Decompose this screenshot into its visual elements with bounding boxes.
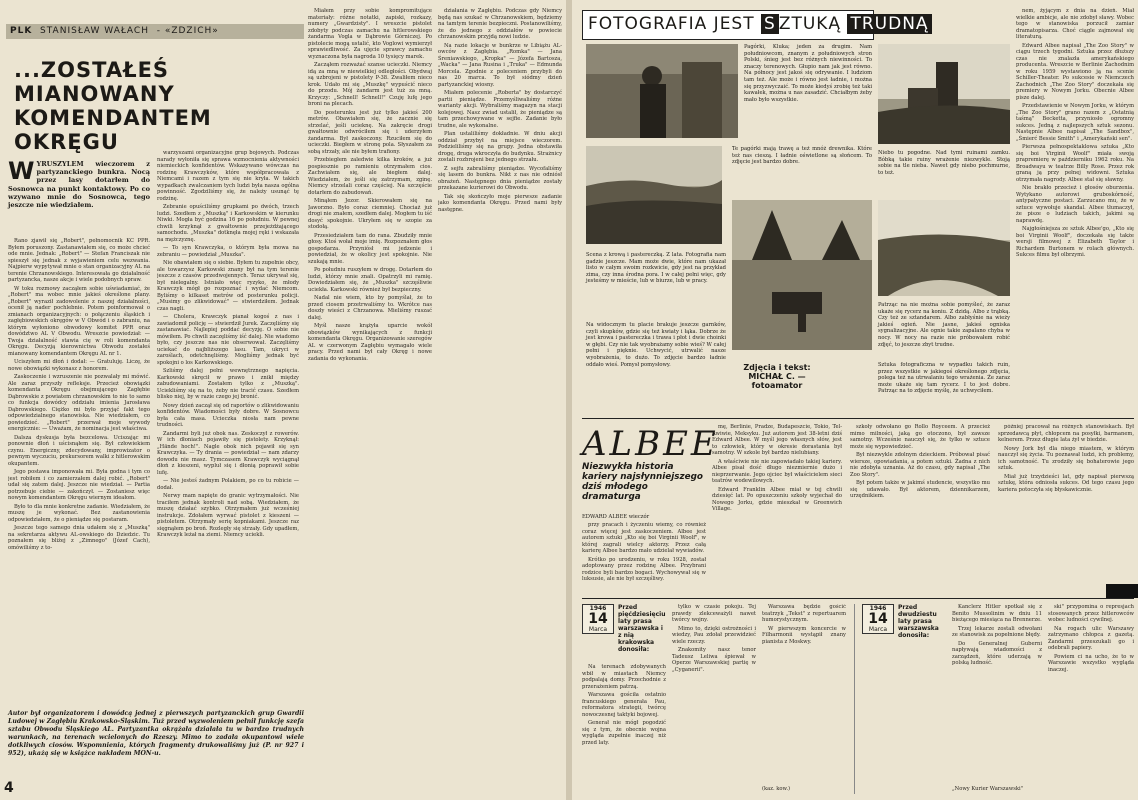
date-month: Marca bbox=[868, 626, 888, 633]
paragraph: Do posterunku jest już tylko jakieś 200 metrów. Obawiałem się, że zacznie się strzelać, jeśli ucieknę. Na zakręcie drogi gwałtownie odwróciłem się i uderzyłem żandarma. Był zaskoczony. Rzuciłem się do ucieczki. Biegłem w stronę pola. Słyszałem za sobą strzały, ale nie byłem trafiony. bbox=[308, 109, 432, 155]
caption-text: Niebo tu pogodne. Nad tymi ruinami zamku. Bóbką takie ruiny wrażenie niezwykle. Stoją sobie na tle nieba. Nawet gdy niebo pochmurne, to też. bbox=[878, 150, 1010, 176]
divider bbox=[582, 598, 1134, 599]
photo-river bbox=[878, 200, 1010, 296]
section-title bbox=[588, 14, 932, 34]
date-year: 1946 bbox=[589, 605, 607, 612]
paragraph: Przesiedziałem tam do rana. Zbudziły mnie głosy. Ktoś wołał moje imię. Rozpoznałem głos gospodarza. Przyniósł mi jedzenie i powiedział, że w okolicy jest spokojnie. Nie szukają mnie. bbox=[308, 232, 432, 265]
paragraph: Dalsza dyskusja była bezcelowa. Uciszając mi ponownie dłoń i uścisnąłem się. Był człowiekiem czynu. Energiczny, zdecydowany, improwizator o pewnym wyczuciu, prekursorem walki z hitlerowskim okupantem. bbox=[8, 434, 150, 467]
paragraph: Był niezwykle zdolnym dzieckiem. Próbował pisać wiersze, opowiadania, a potem sztuki. Żadna z nich nie zdobyła uznania. Aż do czasu, gdy napisał „The Zoo Story". bbox=[850, 452, 990, 478]
paragraph: Rano zjawił się „Robert", pełnomocnik KC PPR. Byłem poruszony. Zastanawiałem się, co może chcieć ode mnie. Jednak: „Robert" — Stefan Franciszak nie spieszył się jednak z wyjawieniem celu wezwania. Najpierw wypytywał mnie o stan organizacyjny AL na terenie Chrzanowskiego. Interesowała go działalność partyzancka, nasze akcje i wiele podobnych spraw. bbox=[8, 238, 150, 283]
przed-left-col-3 bbox=[762, 604, 846, 786]
paragraph: Powiem ci na ucho, że to w Warszawie wszystko wygląda inaczej. bbox=[1048, 653, 1134, 673]
paragraph: W toku rozmowy zacząłem sobie uświadamiać, że „Robert" ma wobec mnie jakieś określone plany. „Robert" wyraził zadowolenie z naszej działalności, ocenił ją nader pochlebnie. Potem poinformował o zmianach organizacyjnych: o połączeniu śląskich i zagłębiowskich okręgów w V Obwód i o zabraniu, na którym wyłoniono obwodowy komitet PPR oraz dowództwo AL V Obwodu. Wreszcie powiedział: — Twoja działalność stawia cię w roli komendanta Okręgu. Decyzją kierownictwa Obwodu zostałeś mianowany komendantem Okręgu AL nr 1. bbox=[8, 285, 150, 357]
date-month: Marca bbox=[588, 626, 608, 633]
paragraph: Uciszyłem mi dłoń i dodał: — Gratuluję. Liczę, że nowe obowiązki wykonasz z honorem. bbox=[8, 359, 150, 372]
drop-cap: W bbox=[8, 157, 35, 185]
paragraph: Plan ustaliliśmy dokładnie. W dniu akcji oddział przybył na miejsce wieczorem. Podzieliliśmy się na grupy. Jedna obstawiła drogę, druga wkroczyła do budynku. Strażnicy zostali rozbrojeni bez jednego strzału. bbox=[438, 131, 562, 163]
albee-right-column bbox=[1016, 8, 1134, 416]
article-lead bbox=[8, 157, 150, 210]
paragraph: Po południu ruszyłem w drogę. Dotarłem do ludzi, którzy mnie znali. Opatrzyli mi ramię. Dowiedziałem się, że „Muszka" szczęśliwie uciekła. Karkowski również był bezpieczny. bbox=[308, 267, 432, 293]
kicker-prefix: PLK bbox=[10, 26, 33, 36]
przed-source: „Nowy Kurier Warszawski" bbox=[952, 786, 1024, 792]
paragraph: Warszawa będzie gościć teatrzyk „Tekst" z repertuarem humorystycznym. bbox=[762, 604, 846, 623]
paragraph: Trzej lekarze zostali odwołani ze stanowisk za popełnione błędy. bbox=[952, 625, 1042, 638]
paragraph: Nadal nie wiem, kto by pomyślał, że to przed ciosem przetrwaliśmy to. Wkrótce nas doszły wieści z Chrzanowa. Mieliśmy ruszać dalej. bbox=[308, 295, 432, 321]
date-box-right bbox=[862, 604, 894, 634]
paragraph: Edward Franklin Albee miał w tej chwili dziesięć lat. Po opuszczeniu szkoły wyjechał do Nowego Jorku, gdzie mieszkał w Greenwich Village. bbox=[712, 486, 842, 512]
przed-right-col-2 bbox=[1048, 604, 1134, 790]
paragraph: tylko w czasie pokoju. Tej prawdy zlekceważyli nawet twórcy wojny. bbox=[672, 604, 756, 623]
paragraph: mę, Berlinie, Pradze, Budapeszcie, Tokio, Tel-Awiwie, Meksyku. Już autorem jest 38-letni dziś Edward Albee. W myśl jego własnych słów, jest to człowiek, który w okresie dorastania był samotny. W szkole był bardzo nielubiany. bbox=[712, 424, 842, 456]
paragraph: Do Generalnej Guberni napływają wiadomości z zarządzeń, które uderzają w polską ludność. bbox=[952, 640, 1042, 666]
caption-pagorki-2 bbox=[732, 146, 872, 166]
paragraph: Z sejfu zabraliśmy pieniądze. Wycofaliśmy się lasem do bunkra. Nikt z nas nie odniósł obrażeń. Następnego dnia pieniądze zostały przekazane kurierowi do Obwodu. bbox=[438, 165, 562, 191]
paragraph: Szliśmy dalej pełni wewnętrznego napięcia. Karkowski skręcił w prawo i znikł między zabudowaniami. Zostałem tylko z „Muszką". Uciekliśmy się na to, żeby nie tracić czasu. Szedłem blisko niej, by w razie czego jej bronić. bbox=[157, 368, 299, 400]
paragraph: Był potem także w jakimś studencie, wszystko mu się udawało. Był aktorem, dziennikarzem, urzędnikiem. bbox=[850, 480, 990, 499]
paragraph: później pracował na różnych stanowiskach. Był sprzedawcą płyt, chłopcem na posyłki, barmanem, kelnerem. Przez długie lata żył w biedzie. bbox=[998, 424, 1134, 443]
caption-text: Te pagórki mają trawę a też mnóż drewnika. Które też nas cieszą. I ładnie oświetlone są słońcem. To zdjęcie jest bardzo dobre. bbox=[732, 146, 872, 166]
paragraph: Nerwy mam napięte do granic wytrzymałości. Nie traciłem jednak kontroli nad sobą. Wiedziałem, że muszę działać szybko. Otrzymałem już wcześniej instrukcje. Zdołałem wyrwać pistolet z kieszeni — pistoletem. Otrzymały serię kopniakami. Jeszcze raz sięgnąłem po broń. Rozległy się strzały. Gdy upadłem, Krawczyk leżał na ziemi. Niemcy uciekli. bbox=[157, 493, 299, 538]
paragraph: Edward Albee napisał „The Zoo Story" w ciągu trzech tygodni. Sztuka przez dłuższy czas nie znalazła amerykańskiego producenta. Wreszcie w Berlinie Zachodnim w roku 1959 wystawiono ją na scenie Schiller-Theater. Po sukcesie w Niemczech Zachodnich „The Zoo Story" doczekała się premiery w Nowym Jorku. Obecnie Albee pisze dalej. bbox=[1016, 42, 1134, 101]
przed-left-col-1 bbox=[582, 664, 666, 794]
paragraph: Tak się skończyło moje pierwsze zadanie jako komendanta Okręgu. Przed nami były następne. bbox=[438, 193, 562, 213]
paragraph: Nowy dzień zaczął się od raportów o zlikwidowaniu konfidentów. Wiadomości były dobre. W Sosnowcu była cała masa. Ucieczka niosła nam pewne trudności. bbox=[157, 402, 299, 428]
caption-ruins bbox=[878, 150, 1010, 176]
paragraph: przy pracach i życzeniu wiemy, co również coraz więcej jest zaskoczeniem. Albee jest autorem sztuki „Kto się boi Virginii Woolf", w której zagrali wielcy aktorzy. Przez całą karierę Albee bardzo mało udzielał wywiadów. bbox=[582, 522, 706, 554]
paragraph: Nowy Jork był dla niego miastem, w którym nauczył się życia. Tu poznawał ludzi, ich problemy, ich samotność. Tu zrodziły się bohaterowie jego sztuk. bbox=[998, 445, 1134, 471]
decorative-bar bbox=[1106, 584, 1138, 598]
column-1 bbox=[8, 238, 150, 706]
column-3 bbox=[308, 8, 432, 790]
paragraph: Krótko po urodzeniu, w roku 1928, został adoptowany przez rodzinę Albee. Przybrani rodzice byli bardzo bogaci. Wychowywał się w luksusie, ale nie był szczęśliwy. bbox=[582, 556, 706, 582]
caption-pagorki bbox=[744, 44, 872, 103]
title-part: ZTUKĄ bbox=[778, 14, 848, 34]
photo-cow-scene bbox=[732, 200, 872, 350]
paragraph: warzyszami organizacyjne grup bojowych. Podczas narady wyłoniła się sprawa wzmocnienia aktywności niemieckich konfidentów. Wskazywano wówczas na rodzinę Krawczyków, które współpracowała z Niemcami i razem z tym się nie kryła. W takich wypadkach zwalczaniem tych ludzi była nasza ogólna powinność. Zgodziliśmy się, że należy usunąć tę rodzinę. bbox=[157, 150, 299, 202]
caption-text: Sztuka fotograficzna w wypadku takich ruin, przez wszystkie w jakiegoś określonego zdjęcia, polega też na utrwalaniu tego wrażenia. Że zaraz może ukaże się tam rycerz. I to jest dobre. Patrząc na to zdjęcie myślę, że uchwyciłem. bbox=[878, 362, 1010, 395]
paragraph: W pierwszym koncercie w Filharmonii wystąpił znany pianista z Moskwy. bbox=[762, 625, 846, 645]
albee-col-3 bbox=[850, 424, 990, 594]
paragraph: Kanclerz Hitler spotkał się z Benito Mussolinim w dniu 11 bieżącego miesiąca na Brennerze. bbox=[952, 604, 1042, 623]
paragraph: działania w Zagłębiu. Podczas gdy Niemcy będą nas szukać w Chrzanowskiem, będziemy na tamtym terenie bezpieczni. Postanowiliśmy, że do jednego z oddziałów w powiecie chrzanowskim przyjdą nowi ludzie. bbox=[438, 8, 562, 40]
paragraph: Na rogach ulic Warszawy zatrzymano chłopca z gazetą. Żandarmi przeszukali go i odebrali papiery. bbox=[1048, 625, 1134, 651]
credit-label: Zdjęcia i tekst: bbox=[743, 363, 811, 372]
page-number: 4 bbox=[4, 780, 14, 796]
caption-text: Scena z krową i pastereczką. Z lata. Fotografia nam gadzie jeszcze. Mam może dwie, które nam ukazał listo w całym swoim rozkwicie, gdy jest na przykład zima, czy inna środna pora. I w całej pełni więc, gdy jesteśmy w mieście, lub w biurze, lub w pracy. bbox=[586, 252, 726, 285]
right-page bbox=[572, 0, 1138, 800]
kicker-author: STANISŁAW WAŁACH bbox=[40, 26, 149, 36]
paragraph: Minąłem Jezor. Skierowałem się na Jaworzno. Było coraz ciemniej. Chociaż już drogi nie znałem, szedłem dalej. Mogłem tu iść dosyć spokojnie. Ukryłem się w szopie za stodołą. bbox=[308, 198, 432, 230]
przed-signature: (kaz. kow.) bbox=[762, 786, 791, 792]
photo-ruins bbox=[878, 44, 1010, 144]
paragraph: Przebiegłem zaledwie kilka kroków, a już pospiesznie po ramieniu otrzymałem cios. Zachwiałem się, ale biegłem dalej. Wiedziałem, że jeśli się zatrzymam, zginę. Niemcy strzelali coraz częściej. Na szczęście dotarłem do zabudowań. bbox=[308, 157, 432, 196]
paragraph: Na terenach zdobywanych wbił w miastach Niemcy podpalają domy. Przechodnie z przerażeniem patrzą. bbox=[582, 664, 666, 690]
title-accent: S bbox=[761, 14, 779, 34]
paragraph: — Nie jesteś żadnym Polakiem, po co tu robicie — dodał. bbox=[157, 478, 299, 491]
paragraph: Najgłośniejsza ze sztuk Albee'go, „Kto się boi Virginii Woolf", doczekała się także wersji filmowej z Elizabeth Taylor i Richardem Burtonem w rolach głównych. Sukces filmu był olbrzymi. bbox=[1016, 226, 1134, 258]
author-footnote: Autor był organizatorem i dowódcą jednej z pierwszych partyzanckich grup Gwardii Ludowej w Zagłębiu Krakowsko-Śląskim. Tuż przed wyzwoleniem pełnił funkcję szefa sztabu Obwodu Śląskiego AL. Partyzantka okrążała działała tu w bardzo trudnych warunkach, na terenach wcielonych do Rzeszy. Mimo to zadała okupantowi wiele dotkliwych ciosów. Wspomnienia, których fragmenty drukowaliśmy już (P. nr 927 i 952), ukażą się w książce nakładem MON-u. bbox=[8, 710, 304, 757]
caption-ruins-2 bbox=[878, 302, 1010, 348]
column-2 bbox=[157, 150, 299, 706]
paragraph: Generał nie mógł pogodzić się z tym, że obecnie wojna wygląda zupełnie inaczej niż przed laty. bbox=[582, 720, 666, 746]
przed-left-heading: Przed pięćdziesięciu laty prasa warszawska i z nią krakowska donosiła: bbox=[618, 604, 666, 653]
paragraph: Miał już trzydzieści lat, gdy napisał pierwszą sztukę, która odniosła sukces. Od tego czasu jego kariera potoczyła się błyskawicznie. bbox=[998, 473, 1134, 493]
date-day: 14 bbox=[588, 611, 608, 627]
article-headline: ...ZOSTAŁEŚ MIANOWANY KOMENDANTEM OKRĘGU bbox=[14, 58, 212, 154]
paragraph: Warszawa gościła ostatnio francuskiego generała Pau, reformatora strategii, twórcę nowoczesnej taktyki bojowej. bbox=[582, 692, 666, 718]
paragraph: szkoły odwołano go Rollo Royceem. A przecież mimo milności, jaką go otoczono, był zawsze samotny. Wcześnie nauczył się, że tylko w sztuce może się wypowiedzieć. bbox=[850, 424, 990, 450]
article-kicker: PLK STANISŁAW WAŁACH - «ZDZICH» bbox=[6, 24, 304, 39]
przed-right-heading: Przed dwudziestu laty prasa warszawska donosiła: bbox=[898, 604, 939, 639]
title-accent: TRUDNĄ bbox=[847, 14, 931, 34]
photo-credit bbox=[722, 363, 832, 390]
photo-landscape bbox=[586, 146, 722, 244]
caption-scena-2 bbox=[586, 322, 726, 368]
caption-text: Na widocznym tu placie brakuje jeszcze garnków, czyli skupków, gdzie się też kwiaty i łąka. Dobrze że jest krowa i pastereczka i trawa i płot i dwie choinki w głębi. Czy nie tak wyobrażamy sobie wieś? W całej pełni i pięknie. Uchwycić, utrwalić nasze wyobrażenia, to dużo. To zdjęcie bardzo ładnie oddało wieś. Pomysł pomysłowy. bbox=[586, 322, 726, 368]
paragraph: Zebranie opuściliśmy grupkami po dwóch, trzech ludzi. Szedłem z „Muszką" i Karkowskim w kierunku Niwki. Mogła być godzina 16 po południu. W pewnej chwili krzyknął z gwałtownie przejeżdżającego samochodu. „Muszka" dotknęła mojej ręki i wskazała na mężczyznę. bbox=[157, 204, 299, 243]
paragraph: Jego postawa imponowała mi. Była godna i tym co jest robiłem i co zamierzałem dalej robić. „Robert" udał się zatem dalej. Jeszcze nie wiedział. — Partia potrzebuje ciebie — zakończył. — Zostaniesz więc nowym komendantem Okręgu wiernym ideałom. bbox=[8, 469, 150, 501]
albee-title: ALBEE bbox=[582, 424, 719, 464]
left-page bbox=[0, 0, 566, 800]
paragraph: Znakomity nasz tenor Tadeusz Leliwa śpiewał w Operze Warszawskiej partię w „Cyganerii". bbox=[672, 647, 756, 673]
paragraph: Na razie lokacje w bunkrze w Libiążu AL-owców z Zagłębia. „Romka" — Jana Śreniawskiego, „Kropka" — Józefa Bartosza, „Wacka" — Jana Rusina i „Truka" — Edmunda Morcela. Zgodnie z poleceniem przybyli do nas 20 marca. To był siódmy dzień partyzanckiej wiosny. bbox=[438, 42, 562, 88]
paragraph: Miałem przy sobie kompromitujące materiały: różne notatki, zapiski, rozkazy, numery „Gwardzisty". I wreszcie pistolet zdobyty podczas zamachu na hitlerowskiego żandarma Vogla w Dąbrowie Górniczej. Po pistolecie mogą ustalić, kto Voglowi wymierzył sprawiedliwość. Za ujęcie sprawcy zamachu wyznaczona była nagroda 10 tysięcy marek. bbox=[308, 8, 432, 60]
caption-scena bbox=[586, 252, 726, 285]
albee-byline: EDWARD ALBEE wieczór bbox=[582, 514, 650, 520]
paragraph: Miałem polecenie „Roberta" by dostarczyć partii pieniądze. Przemyśliwaliśmy różne warianty akcji. Wybraliśmy magazyn na stacji kolejowej. Nasz zwiad ustalił, że pieniądze są tam przechowywane w sejfie. Zadanie było trudne, ale wykonalne. bbox=[438, 90, 562, 129]
paragraph: Nie brakło przecież i głosów oburzenia. Wytykano autorowi gruboskórność, antypatyczne postaci. Zarzucano mu, że w sztuce wywołuje skandal. Albee tłumaczył, że pisze o ludziach takich, jakimi są naprawdę. bbox=[1016, 185, 1134, 224]
credit-name: MICHAŁ C. — fotoamator bbox=[748, 372, 806, 390]
date-day: 14 bbox=[868, 611, 888, 627]
paragraph: ski" przypomina o represjach stosowanych przez hitlerowców wobec ludności cywilnej. bbox=[1048, 604, 1134, 623]
paragraph: Było to dla mnie konkretne zadanie. Wiedziałem, że muszę je wykonać. Bez zastanowienia odpowiedziałem, że o pieniądze się postaram. bbox=[8, 503, 150, 523]
przed-right-col-1 bbox=[952, 604, 1042, 790]
przed-left-col-2 bbox=[672, 604, 756, 794]
albee-col-2 bbox=[712, 424, 842, 594]
divider bbox=[854, 604, 855, 794]
paragraph: Zandarmi byli już obok nas. Zeskoczył z rowerów. W ich dłoniach pojawiły się pistolety. Krzyknął: „Hände hoch!". Nagle obok nich pojawił się syn Krawczyka. — Ty drania — powiedział — nam zdarzy dowodu nie masz. Tymczasem Krawczyk wyciągnął dłoń z kieszeni, wypluł się i dłonią poprawił sobie lufę. bbox=[157, 430, 299, 476]
photo-woman bbox=[586, 44, 738, 138]
albee-subtitle: Niezwykła historia kariery najsłynniejszego dziś młodego dramaturga bbox=[582, 462, 703, 502]
paragraph: Myśl nasze krążyła uparcie wokół obowiązków wynikających z funkcji komendanta Okręgu. Organizowanie szeregów AL w czerwonym Zagłębiu wymagało wiele pracy. Przed nami był cały Okręg i nowe zadania do wykonania. bbox=[308, 323, 432, 362]
divider bbox=[582, 418, 1134, 419]
paragraph: A właściwie nie nie zapowiadało takiej kariery. Albee pisał dość długo niezmiernie dużo i nieprzerwanie. Jego ojciec był właścicielem sieci teatrów wodewilowych. bbox=[712, 458, 842, 484]
date-box-left bbox=[582, 604, 614, 634]
caption-ruins-3 bbox=[878, 362, 1010, 395]
caption-text: Pagórki, Kluka; jeden za drugim. Nam południowcom, znanym z południowych stron Polski, śnieg jest bez różnych niewinności. To znaczy terenowych. Głupio nam jak jest równo. Na północy jest jakoś się odrywanie. I ludziom tam też. Ale może i równo jest ładnie, i można się przyzwyczaić. To może kiedyś zrobię też taki kawałek, można u nas zasadzić. Chciałbym żeby mało było wszystkie. bbox=[744, 44, 872, 103]
title-part: FOTOGRAFIA JEST bbox=[588, 14, 762, 34]
paragraph: Mimo to, dzięki ostrożności i wiedzy, Pau zdołał przewidzieć wiele rzeczy. bbox=[672, 625, 756, 645]
paragraph: Zaskoczenie i wzruszenie nie pozwalały mi mówić. Ale zaraz przyszły refleksje. Przecież obowiązki komendanta Okręgu obejmującego Zagłębie Dąbrowskie z powiatem chrzanowskim to nie to samo co funkcja dowódcy oddziału imienia Jarosława Dąbrowskiego. Ciężko mi było przyjąć fakt tego odpowiedzialnego stanowiska. Nie wiedziałem, co powiedzieć. „Robert" przerwał moje wywody energicznie: — Uważam, że nominacja jest właściwa. bbox=[8, 374, 150, 432]
paragraph: — Cholera, Krawczyk pianał kogoś z nas i zawiadomił policję — stwierdził Jurek. Zaczęliśmy się zastanawiać. Najlepiej poddać decyzję. O sobie nie mówiłem. Po chwili zaczęliśmy iść dalej. Nie wiadomo było, czy jeszcze nas nie obserwował. Zaczęliśmy uciekać do najbliższego lasu. Tam, ukryci w zaroślach, odetchnęliśmy. Mogliśmy jednak być spokojni o los Karkowskiego. bbox=[157, 314, 299, 366]
caption-text: Patrząc na nie można sobie pomyśleć, że zaraz ukaże się rycerz na koniu. Z dzidą. Albo z trąbką. Czy też ze sztandarem. Albo zabłyśnie na wieży jakieś ogień. Nie jasne, jakieś ogniska sygnalizacyjne. Ale ognie takie zapalano chyba w nocy. W nocy na razie nie próbowałem robić zdjęć, to jeszcze zbyt trudne. bbox=[878, 302, 1010, 348]
paragraph: Nie obawiałem się o siebie. Byłem tu zupełnie obcy, ale towarzysz Karkowski znany był na tym terenie jeszcze z czasów przedwojennych. Teraz ukrywał się, był nielegalny. Istniało więc ryzyko, że młody Krawczyk mógł go rozpoznać i wydać Niemcom. Byliśmy o kilkaset metrów od posterunku policji. „Musimy go zlikwidować" — stwierdziłem. Jednak czas nagli. bbox=[157, 260, 299, 312]
albee-col-1 bbox=[582, 522, 706, 594]
date-year: 1946 bbox=[869, 605, 887, 612]
lead-text: YRUSZYLEM wieczorem z partyzanckiego bunkra. Nocą przez lasy dotarłem do Sosnowca na punkt kontaktowy. Po co wzywano mnie do Sosnowca, tego jeszcze nie wiedziałem. bbox=[8, 160, 150, 210]
kicker-title: «ZDZICH» bbox=[164, 26, 219, 36]
paragraph: nem, żyjącym z dnia na dzień. Miał wielkie ambicje, ale nie zdobył sławy. Wobec tego w stanowiska porzucił zamiar dramatopisarza. Choć ciągle zajmował się literaturą. bbox=[1016, 8, 1134, 40]
paragraph: Zacząłem rozważać szanse ucieczki. Niemcy idą za mną w niewielkiej odległości. Obydwaj są uzbrojeni w pistolety P-38. Zwaliłem nieco krok. Udało mi się „Muszkę" wypuścić nieco do przodu. Mój żandarm jest tuż za mną. Krzyczy: „Schnell! Schnell!" Czuję lufę jego broni na plecach. bbox=[308, 62, 432, 107]
paragraph: — To syn Krawczyka, o którym była mowa na zebraniu — powiedział „Muszka". bbox=[157, 245, 299, 258]
paragraph: Jeszcze tego samego dnia udałem się z „Muszką" na sekretarza aktywu AL-owskiego do Dziedzic. Tu poznałem się bliżej z „Zimnego" (Józef Cach), omówiliśmy z to- bbox=[8, 525, 150, 551]
paragraph: Przedstawienie w Nowym Jorku, w którym „The Zoo Story" grano razem z „Ostatnią taśmą" Becketta, przyniosło ogromny sukces. Jedną z najlepszych sztuk sezonu. Następnie Albee napisał „The Sandbox", „Śmierć Bessie Smith" i „Amerykański sen". bbox=[1016, 103, 1134, 142]
column-4 bbox=[438, 8, 562, 790]
paragraph: Pierwsza pełnospektaklowa sztuka „Kto się boi Virginii Woolf" miała swoją prapremierę w październiku 1962 roku. Na Broadwayu w teatrze Billy Rose. Przez rok graną ją przy pełnej widowni. Sztuka otrzymała nagrody. Albee stał się sławny. bbox=[1016, 144, 1134, 183]
albee-col-4 bbox=[998, 424, 1134, 594]
